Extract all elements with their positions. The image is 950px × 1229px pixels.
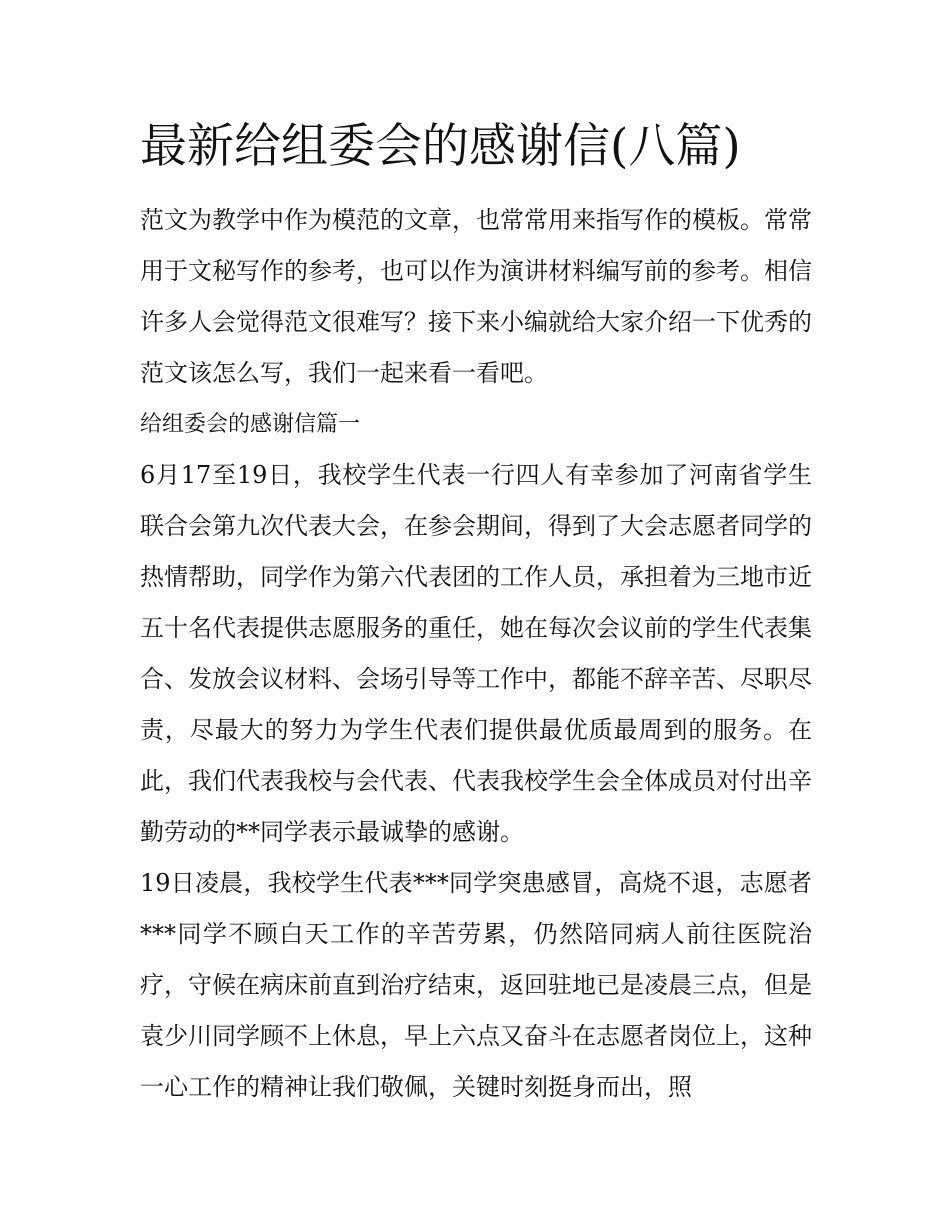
section-heading: 给组委会的感谢信篇一 (140, 412, 361, 437)
document-title: 最新给组委会的感谢信(八篇) (140, 119, 741, 174)
body-paragraph-1: 6月17至19日，我校学生代表一行四人有幸参加了河南省学生联合会第九次代表大会，在参会期间，得到了大会志愿者同学的热情帮助，同学作为第六代表团的工作人员，承担着为三地市近五十名代表提供志愿服务的重任，她在每次会议前的学生代表集合、发放会议材料、会场引导等工作中，都能不辞辛苦、尽职尽责，尽最大的努力为学生代表们提供最优质最周到的服务。在此，我们代表我校与会代表、代表我校学生会全体成员对付出辛勤劳动的**同学表示最诚挚的感谢。 (140, 461, 812, 846)
document-body (140, 195, 812, 1113)
body-paragraph-2: 19日凌晨，我校学生代表***同学突患感冒，高烧不退，志愿者***同学不顾白天工作的辛苦劳累，仍然陪同病人前往医院治疗，守候在病床前直到治疗结束，返回驻地已是凌晨三点，但是袁少川同学顾不上休息，早上六点又奋斗在志愿者岗位上，这种一心工作的精神让我们敬佩，关键时刻挺身而出，照 (140, 869, 812, 1101)
intro-paragraph: 范文为教学中作为模范的文章，也常常用来指写作的模板。常常用于文秘写作的参考，也可以作为演讲材料编写前的参考。相信许多人会觉得范文很难写？接下来小编就给大家介绍一下优秀的范文该怎么写，我们一起来看一看吧。 (140, 206, 812, 387)
